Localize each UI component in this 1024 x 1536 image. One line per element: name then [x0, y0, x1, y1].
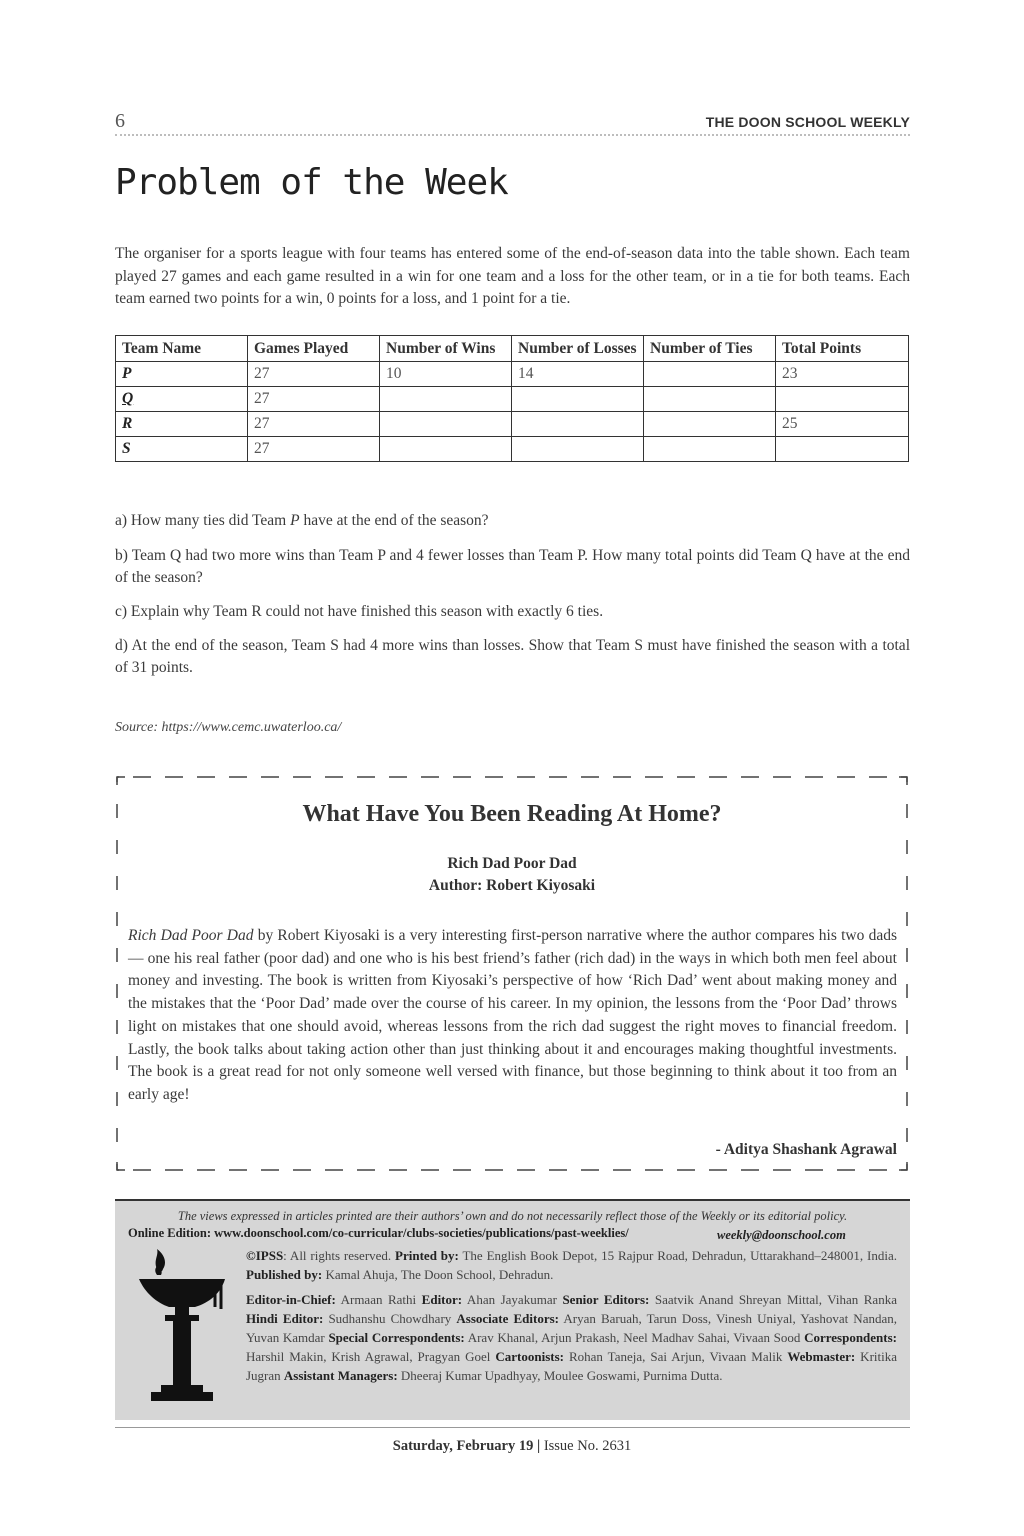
author-name: : Robert Kiyosaki — [477, 877, 596, 894]
staff-role: Special Correspondents: — [328, 1330, 465, 1345]
total-points: 25 — [776, 412, 909, 437]
issue-date: Saturday, February 19 — [392, 1438, 534, 1454]
header-games-played: Games Played — [248, 336, 380, 362]
reading-box — [115, 775, 909, 1172]
staff-names: Dheeraj Kumar Upadhyay, Moulee Goswami, Purnima Dutta. — [397, 1368, 723, 1383]
games-played: 27 — [248, 412, 380, 437]
printed-text: The English Book Depot, 15 Rajpur Road, Dehradun, Uttarakhand–248001, India. — [458, 1248, 897, 1263]
losses — [512, 412, 644, 437]
published-text: Kamal Ahuja, The Doon School, Dehradun. — [322, 1267, 554, 1282]
book-author — [115, 877, 909, 895]
reviewer-name: - Aditya Shashank Agrawal — [715, 1141, 897, 1158]
footer-divider — [115, 1427, 910, 1428]
losses: 14 — [512, 362, 644, 387]
table-row — [116, 412, 909, 437]
games-played: 27 — [248, 387, 380, 412]
ties — [644, 362, 776, 387]
problem-intro: The organiser for a sports league with four teams has entered some of the end-of-season data into the table shown. Each team played 27 games and each game resulted in a win for one team and a loss for the other team, or in a tie for both teams. Each team earned two points for a win, 0 points for a loss, and 1 point for a tie. — [115, 245, 910, 307]
header-losses: Number of Losses — [512, 336, 644, 362]
staff-role: Correspondents: — [804, 1330, 898, 1345]
table-row — [116, 362, 909, 387]
total-points — [776, 387, 909, 412]
issue-number: Issue No. 2631 — [543, 1438, 632, 1454]
review-body: by Robert Kiyosaki is a very interesting first-person narrative where the author compares his two dads — one his real father (poor dad) and one who is his best friend’s father (rich dad) in the ways in which both men feel about money and investing. The book is written from Kiyosaki’s perspective of how ‘Rich Dad’ went about making money and the mistakes that the ‘Poor Dad’ made over the course of his career. In my opinion, the lessons from the ‘Poor Dad’ throws light on mistakes that one should avoid, whereas lessons from the rich dad suggest the right moves to financial freedom. Lastly, the book talks about taking action other than just thinking about it and encourages making thoughtful investments. The book is a great read for not only someone well versed with finance, but those beginning to think about it too from an early age! — [128, 927, 897, 1103]
question-a-suffix: have at the end of the season? — [299, 512, 489, 529]
page-number: 6 — [115, 110, 125, 132]
staff-names: Arav Khanal, Arjun Prakash, Neel Madhav Sahai, Vivaan Sood — [464, 1330, 805, 1345]
ties — [644, 437, 776, 462]
contact-email: weekly@doonschool.com — [717, 1228, 846, 1242]
games-played: 27 — [248, 437, 380, 462]
online-edition: Online Edition: www.doonschool.com/co-curricular/clubs-societies/publications/past-weeklies/ — [128, 1226, 629, 1240]
staff-names: Armaan Rathi — [335, 1292, 422, 1307]
wins — [380, 387, 512, 412]
published-label: Published by: — [246, 1267, 323, 1282]
ties — [644, 387, 776, 412]
question-a-team: P — [290, 512, 300, 529]
ties — [644, 412, 776, 437]
table-row — [116, 387, 909, 412]
header-divider — [115, 134, 910, 136]
header-wins: Number of Wins — [380, 336, 512, 362]
header-total-points: Total Points — [776, 336, 909, 362]
staff-role: Editor: — [421, 1292, 463, 1307]
publication-name: THE DOON SCHOOL WEEKLY — [705, 114, 910, 130]
total-points — [776, 437, 909, 462]
question-a — [115, 510, 910, 532]
team-name: S — [116, 437, 248, 462]
dateline — [0, 1438, 1024, 1455]
staff-names: Rohan Taneja, Sai Arjun, Vivaan Malik — [564, 1349, 788, 1364]
staff-names: Sudhanshu Chowdhary — [323, 1311, 457, 1326]
staff-names: Aryan Baruah, Tarun Doss, Vinesh Uniyal, Yashovat Nandan, Yuvan Kamdar — [246, 1311, 897, 1345]
question-b: b) Team Q had two more wins than Team P and 4 fewer losses than Team P. How many total points did Team Q have at the end of the season? — [115, 547, 910, 586]
imprint — [246, 1246, 897, 1284]
wins — [380, 437, 512, 462]
question-c: c) Explain why Team R could not have finished this season with exactly 6 ties. — [115, 603, 604, 620]
staff-list — [246, 1290, 897, 1385]
wins — [380, 412, 512, 437]
question-a-prefix: a) How many ties did Team — [115, 512, 291, 529]
staff-names: Kritika Jugran — [246, 1349, 898, 1383]
doon-school-lamp-logo — [135, 1249, 230, 1404]
table-header-row — [116, 336, 909, 362]
book-review — [128, 925, 897, 1107]
staff-names: Saatvik Anand Shreyan Mittal, Vihan Ranka — [649, 1292, 897, 1307]
masthead-box — [115, 1199, 910, 1420]
ipss-label: ©IPSS — [246, 1248, 284, 1263]
ipss-text: : All rights reserved. — [283, 1248, 396, 1263]
page-title: Problem of the Week — [115, 162, 508, 203]
printed-label: Printed by: — [395, 1248, 459, 1263]
header-ties: Number of Ties — [644, 336, 776, 362]
losses — [512, 437, 644, 462]
wins: 10 — [380, 362, 512, 387]
team-name: P — [116, 362, 248, 387]
dateline-separator: | — [533, 1438, 544, 1454]
staff-role: Editor-in-Chief: — [246, 1292, 336, 1307]
source-citation: Source: https://www.cemc.uwaterloo.ca/ — [115, 720, 342, 735]
staff-names: Ahan Jayakumar — [462, 1292, 563, 1307]
staff-role: Cartoonists: — [495, 1349, 564, 1364]
review-book-title: Rich Dad Poor Dad — [128, 927, 254, 944]
author-label: Author — [428, 877, 478, 894]
team-name: Q — [116, 387, 248, 412]
staff-role: Senior Editors: — [562, 1292, 650, 1307]
standings-table — [115, 335, 909, 462]
question-d: d) At the end of the season, Team S had 4 more wins than losses. Show that Team S must have finished the season with a total of 31 points. — [115, 637, 910, 676]
total-points: 23 — [776, 362, 909, 387]
table-row — [116, 437, 909, 462]
book-title: Rich Dad Poor Dad — [447, 855, 577, 872]
staff-role: Associate Editors: — [456, 1311, 559, 1326]
games-played: 27 — [248, 362, 380, 387]
staff-names: Harshil Makin, Krish Agrawal, Pragyan Goel — [246, 1349, 496, 1364]
staff-role: Webmaster: — [787, 1349, 856, 1364]
reading-heading: What Have You Been Reading At Home? — [302, 801, 722, 827]
disclaimer: The views expressed in articles printed are their authors’ own and do not necessarily reflect those of the Weekly or its editorial policy. — [177, 1209, 848, 1223]
header-team-name: Team Name — [116, 336, 248, 362]
staff-role: Hindi Editor: — [246, 1311, 324, 1326]
losses — [512, 387, 644, 412]
staff-role: Assistant Managers: — [283, 1368, 398, 1383]
team-name: R — [116, 412, 248, 437]
